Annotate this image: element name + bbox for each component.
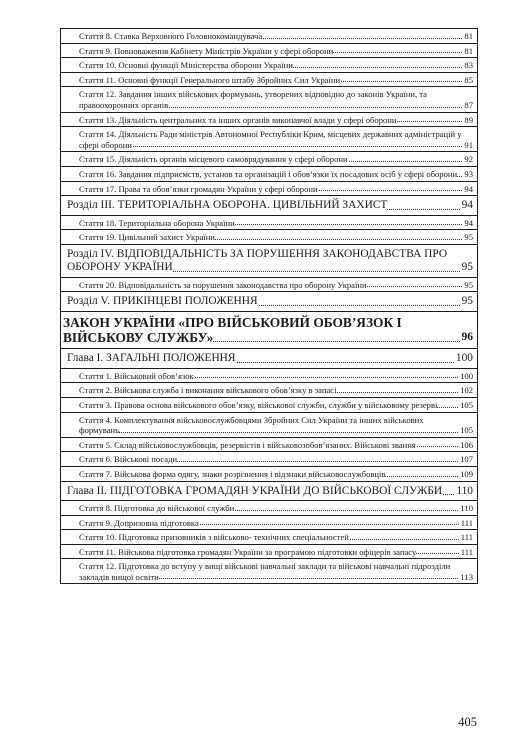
- toc-article-entry: [60, 500, 478, 516]
- entry-page-number: 93: [464, 168, 473, 179]
- entry-title: Розділ V. ПРИКІНЦЕВІ ПОЛОЖЕННЯ: [67, 295, 258, 308]
- toc-section-entry: [60, 348, 478, 368]
- toc-article-entry: [60, 57, 478, 73]
- entry-title: Стаття 12. Завдання інших військових формувань, утворених відповідно до законів України, та правоохоронних органів: [79, 89, 427, 110]
- entry-title: Стаття 19. Цивільний захист України: [79, 232, 215, 243]
- entry-title: Розділ IV. ВІДПОВІДАЛЬНІСТЬ ЗА ПОРУШЕННЯ ЗАКОНОДАВСТВА ПРО ОБОРОНУ УКРАЇНИ: [67, 247, 448, 274]
- entry-page-number: 87: [464, 99, 473, 110]
- entry-page-number: 107: [460, 454, 473, 465]
- entry-title: Стаття 8. Підготовка до військової служби: [79, 502, 235, 513]
- entry-title: Стаття 13. Діяльність центральних та інших органів виконавчої влади у сфері оборони: [79, 114, 397, 125]
- entry-page-number: 94: [464, 183, 473, 194]
- entry-page-number: 92: [464, 154, 473, 165]
- entry-page-number: 94: [461, 199, 473, 212]
- entry-title: Стаття 6. Військові посади: [79, 454, 178, 465]
- entry-title: Стаття 9. Повноваження Кабінету Міністрів України у сфері оборони: [79, 45, 334, 56]
- entry-title: Стаття 2. Військова служба і виконання військового обов’язку в запасі: [79, 385, 337, 396]
- entry-page-number: 94: [464, 217, 473, 228]
- toc-article-entry: [60, 181, 478, 197]
- entry-title: Стаття 14. Діяльність Ради міністрів Автономної Республіки Крим, місцевих державних адміністрацій у сфері оборони: [79, 129, 462, 150]
- toc-article-entry: [60, 558, 478, 584]
- entry-title: Стаття 10. Основні функції Міністерства оборони України: [79, 60, 293, 71]
- entry-page-number: 83: [464, 60, 473, 71]
- entry-page-number: 89: [464, 114, 473, 125]
- entry-page-number: 100: [455, 352, 473, 365]
- entry-page-number: 95: [461, 261, 473, 274]
- toc-article-entry: [60, 215, 478, 231]
- entry-title: Стаття 8. Ставка Верховного Головнокомандувача: [79, 31, 263, 41]
- entry-page-number: 105: [460, 399, 473, 410]
- entry-page-number: 111: [460, 546, 473, 557]
- entry-title: Стаття 12. Підготовка до вступу у вищі військові навчальні заклади та військові навчальні підрозділи закладів вищої освіти: [79, 561, 451, 582]
- toc-article-entry: [60, 412, 478, 438]
- page-number: 405: [458, 715, 477, 729]
- entry-page-number: 96: [460, 330, 474, 345]
- entry-page-number: 81: [464, 45, 473, 56]
- entry-title: Стаття 20. Відповідальність за порушення законодавства про оборону України: [79, 279, 367, 290]
- toc-section-entry: [60, 195, 478, 215]
- entry-page-number: 95: [464, 232, 473, 243]
- entry-title: Стаття 18. Територіальна оборона України: [79, 217, 235, 228]
- toc-article-entry: [60, 368, 478, 384]
- entry-page-number: 111: [460, 517, 473, 528]
- toc-article-entry: [60, 451, 478, 467]
- entry-title: Стаття 9. Допризовна підготовка: [79, 517, 199, 528]
- toc-section-entry: [60, 291, 478, 311]
- toc-article-entry: [60, 229, 478, 245]
- entry-page-number: 111: [460, 532, 473, 543]
- entry-title: Стаття 5. Склад військовослужбовців, резервістів і військовозобов’язаних. Військові звання: [79, 439, 416, 450]
- toc-article-entry: [60, 277, 478, 293]
- toc-article-entry: [60, 86, 478, 112]
- entry-page-number: 105: [460, 425, 473, 436]
- toc-article-entry: [60, 437, 478, 453]
- entry-title: Стаття 10. Підготовка призовників з військово- технічних спеціальностей: [79, 532, 349, 543]
- entry-page-number: 91: [464, 139, 473, 150]
- entry-title: ЗАКОН УКРАЇНИ «ПРО ВІЙСЬКОВИЙ ОБОВ’ЯЗОК І ВІЙСЬКОВУ СЛУЖБУ»: [63, 314, 402, 345]
- entry-title: Розділ III. ТЕРИТОРІАЛЬНА ОБОРОНА. ЦИВІЛЬНИЙ ЗАХИСТ: [67, 199, 388, 212]
- toc-section-entry: [60, 244, 478, 278]
- entry-title: Стаття 3. Правова основа військового обов’язку, військової служби, служби у військовому резерві: [79, 399, 438, 410]
- entry-title: Стаття 1. Військовий обов’язок: [79, 370, 194, 381]
- entry-page-number: 110: [456, 484, 473, 497]
- entry-page-number: 102: [460, 385, 473, 396]
- entry-title: Стаття 17. Права та обов’язки громадян України у сфері оборони: [79, 183, 318, 194]
- toc-section-entry: [60, 481, 478, 501]
- entry-page-number: 100: [460, 370, 473, 381]
- entry-page-number: 85: [464, 74, 473, 85]
- entry-page-number: 95: [461, 295, 473, 308]
- table-of-contents: [60, 29, 478, 584]
- toc-article-entry: [60, 382, 478, 398]
- toc-article-entry: [60, 43, 478, 59]
- entry-title: Стаття 11. Військова підготовка громадян України за програмою підготовки офіцерів запасу: [79, 546, 417, 557]
- toc-article-entry: [60, 466, 478, 482]
- entry-page-number: 106: [460, 439, 473, 450]
- toc-law-entry: [60, 311, 478, 350]
- entry-title: Стаття 4. Комплектування військовослужбовцями Збройних Сил України та інших військових формувань: [79, 414, 424, 436]
- entry-page-number: 81: [464, 31, 473, 41]
- toc-article-entry: [60, 126, 478, 152]
- toc-article-entry: [60, 72, 478, 88]
- entry-page-number: 109: [460, 468, 473, 479]
- toc-article-entry: [60, 28, 478, 44]
- toc-article-entry: [60, 397, 478, 413]
- entry-page-number: 110: [460, 502, 473, 513]
- toc-article-entry: [60, 112, 478, 128]
- entry-title: Глава II. ПІДГОТОВКА ГРОМАДЯН УКРАЇНИ ДО ВІЙСЬКОВОЇ СЛУЖБИ: [67, 484, 443, 497]
- dot-leader: [79, 432, 458, 433]
- entry-title: Стаття 16. Завдання підприємств, установ та організацій і обов’язки їх посадових осіб у сфері оборони: [79, 168, 458, 179]
- entry-title: Стаття 15. Діяльність органів місцевого самоврядування у сфері оборони: [79, 154, 348, 165]
- toc-article-entry: [60, 151, 478, 167]
- entry-title: Глава I. ЗАГАЛЬНІ ПОЛОЖЕННЯ: [67, 352, 236, 365]
- toc-article-entry: [60, 529, 478, 545]
- dot-leader: [79, 146, 462, 147]
- entry-page-number: 95: [464, 279, 473, 290]
- toc-article-entry: [60, 544, 478, 560]
- toc-article-entry: [60, 166, 478, 182]
- entry-title: Стаття 11. Основні функції Генерального штабу Збройних Сил України: [79, 74, 341, 85]
- entry-title: Стаття 7. Військова форма одягу, знаки розрізнення і відзнаки військовослужбовців: [79, 468, 386, 479]
- toc-article-entry: [60, 515, 478, 531]
- entry-page-number: 113: [460, 571, 473, 582]
